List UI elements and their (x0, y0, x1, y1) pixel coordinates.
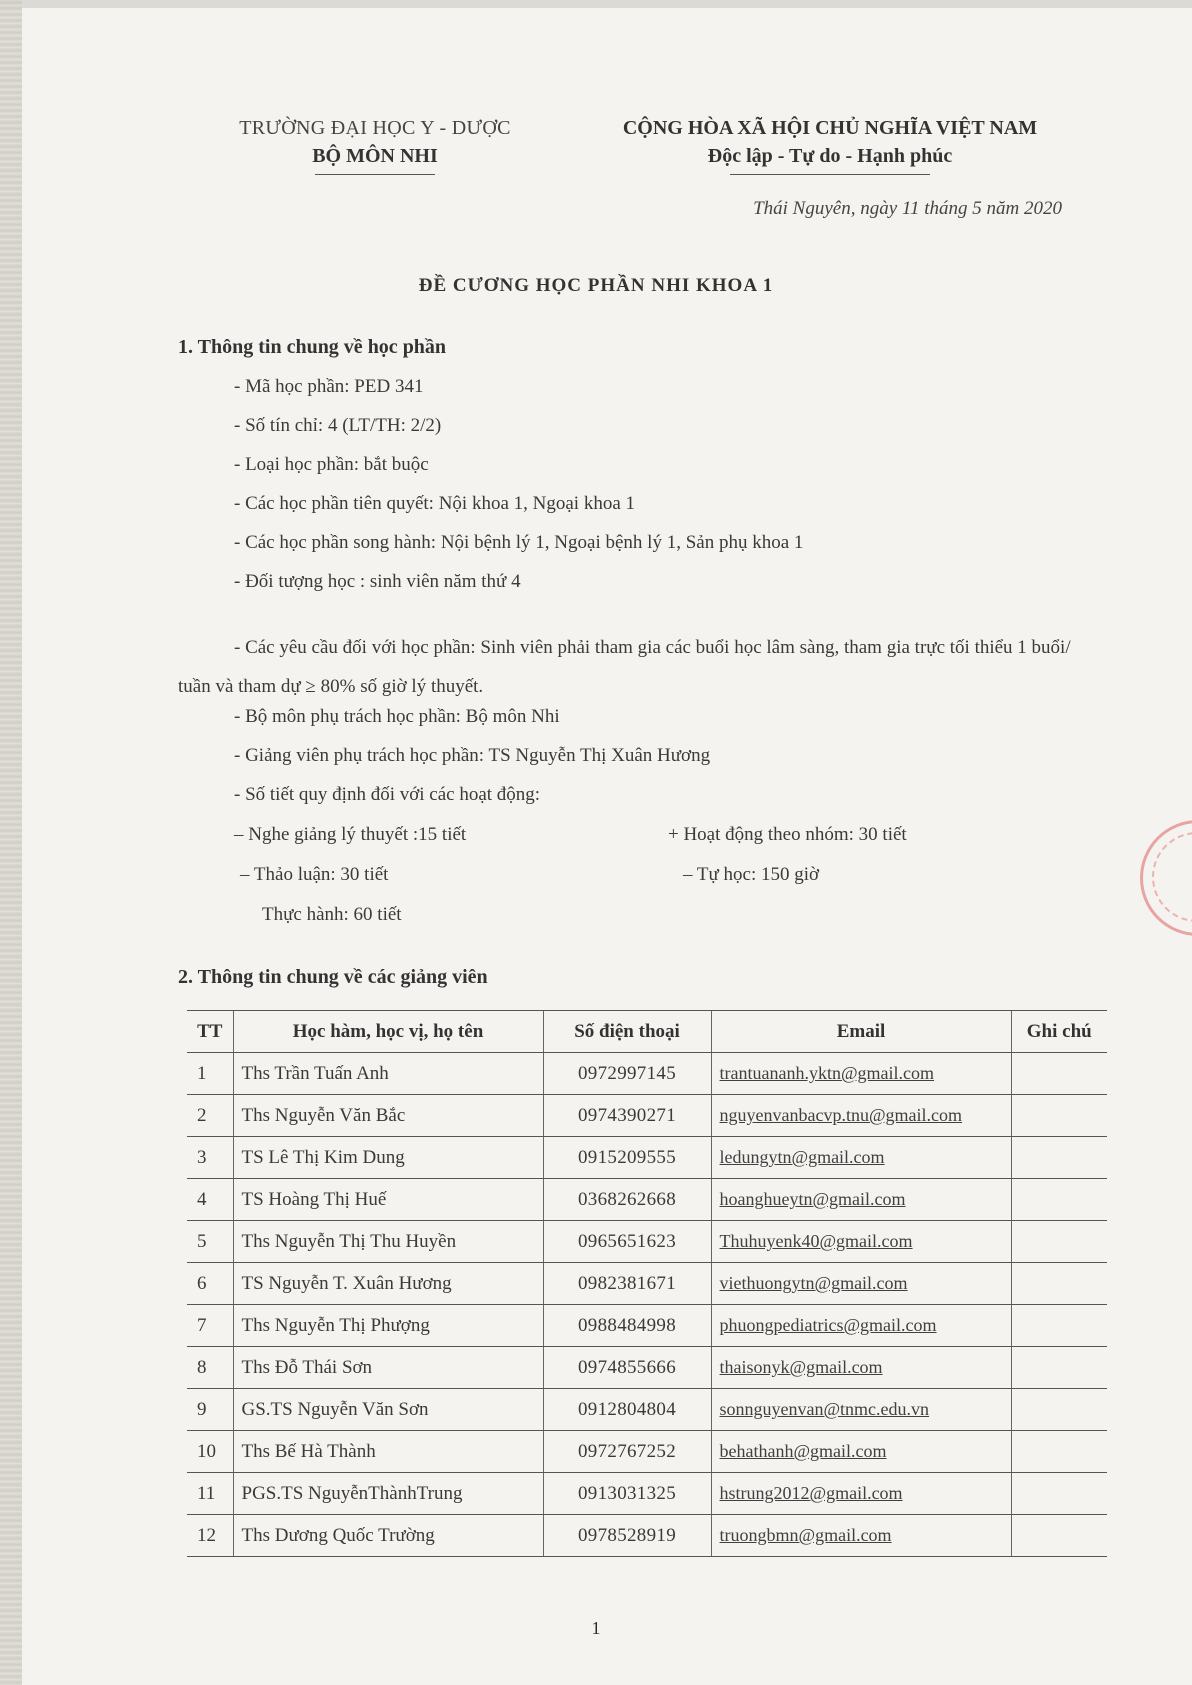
cell-name: Ths Bế Hà Thành (233, 1431, 543, 1473)
table-row (187, 1347, 1107, 1389)
document-date: Thái Nguyên, ngày 11 tháng 5 năm 2020 (753, 198, 1062, 219)
cell-note (1011, 1053, 1107, 1095)
cell-tt: 5 (187, 1221, 233, 1263)
department-name: BỘ MÔN NHI (312, 145, 438, 167)
corequisites: - Các học phần song hành: Nội bệnh lý 1, Ngoại bệnh lý 1, Sản phụ khoa 1 (234, 532, 804, 553)
col-header-tt: TT (187, 1011, 233, 1053)
responsible-department: - Bộ môn phụ trách học phần: Bộ môn Nhi (234, 706, 560, 727)
document-title: ĐỀ CƯƠNG HỌC PHẦN NHI KHOA 1 (418, 275, 774, 296)
cell-note (1011, 1221, 1107, 1263)
table-row (187, 1137, 1107, 1179)
cell-phone: 0974390271 (543, 1095, 711, 1137)
table-row (187, 1095, 1107, 1137)
activity-self-study: – Tự học: 150 giờ (683, 864, 820, 885)
cell-email[interactable]: phuongpediatrics@gmail.com (711, 1305, 1011, 1347)
cell-tt: 7 (187, 1305, 233, 1347)
activity-practice: Thực hành: 60 tiết (262, 904, 402, 925)
course-code: - Mã học phần: PED 341 (234, 376, 424, 397)
cell-name: GS.TS Nguyễn Văn Sơn (233, 1389, 543, 1431)
table-row (187, 1221, 1107, 1263)
cell-note (1011, 1473, 1107, 1515)
table-row (187, 1053, 1107, 1095)
cell-note (1011, 1305, 1107, 1347)
cell-note (1011, 1347, 1107, 1389)
table-row (187, 1473, 1107, 1515)
cell-email[interactable]: truongbmn@gmail.com (711, 1515, 1011, 1557)
section-1-heading: 1. Thông tin chung về học phần (178, 336, 447, 358)
cell-phone: 0978528919 (543, 1515, 711, 1557)
cell-name: Ths Nguyễn Thị Thu Huyền (233, 1221, 543, 1263)
cell-tt: 3 (187, 1137, 233, 1179)
cell-name: Ths Đỗ Thái Sơn (233, 1347, 543, 1389)
cell-tt: 10 (187, 1431, 233, 1473)
cell-tt: 8 (187, 1347, 233, 1389)
cell-email[interactable]: nguyenvanbacvp.tnu@gmail.com (711, 1095, 1011, 1137)
activity-discussion: – Thảo luận: 30 tiết (240, 864, 389, 885)
cell-name: Ths Trần Tuấn Anh (233, 1053, 543, 1095)
cell-email[interactable]: thaisonyk@gmail.com (711, 1347, 1011, 1389)
table-row (187, 1305, 1107, 1347)
cell-name: Ths Nguyễn Văn Bắc (233, 1095, 543, 1137)
activity-hours-label: - Số tiết quy định đối với các hoạt động: (234, 784, 541, 805)
page-number: 1 (591, 1618, 601, 1638)
lecturers-table (187, 1010, 1107, 1557)
cell-note (1011, 1137, 1107, 1179)
cell-name: Ths Nguyễn Thị Phượng (233, 1305, 543, 1347)
prerequisites: - Các học phần tiên quyết: Nội khoa 1, Ngoại khoa 1 (234, 493, 636, 514)
cell-phone: 0988484998 (543, 1305, 711, 1347)
cell-email[interactable]: hoanghueytn@gmail.com (711, 1179, 1011, 1221)
cell-note (1011, 1515, 1107, 1557)
cell-phone: 0974855666 (543, 1347, 711, 1389)
cell-tt: 11 (187, 1473, 233, 1515)
cell-phone: 0368262668 (543, 1179, 711, 1221)
scan-edge-top (0, 0, 1192, 8)
header-left (200, 114, 550, 175)
cell-tt: 1 (187, 1053, 233, 1095)
cell-phone: 0982381671 (543, 1263, 711, 1305)
col-header-name: Học hàm, học vị, họ tên (233, 1011, 543, 1053)
cell-note (1011, 1431, 1107, 1473)
motto: Độc lập - Tự do - Hạnh phúc (707, 145, 953, 167)
target-students: - Đối tượng học : sinh viên năm thứ 4 (234, 571, 521, 592)
table-header-row (187, 1011, 1107, 1053)
table-row (187, 1431, 1107, 1473)
activity-lecture: – Nghe giảng lý thuyết :15 tiết (234, 824, 467, 845)
cell-note (1011, 1389, 1107, 1431)
cell-phone: 0912804804 (543, 1389, 711, 1431)
cell-email[interactable]: viethuongytn@gmail.com (711, 1263, 1011, 1305)
cell-email[interactable]: Thuhuyenk40@gmail.com (711, 1221, 1011, 1263)
cell-name: PGS.TS NguyễnThànhTrung (233, 1473, 543, 1515)
col-header-email: Email (711, 1011, 1011, 1053)
cell-tt: 12 (187, 1515, 233, 1557)
cell-tt: 6 (187, 1263, 233, 1305)
cell-email[interactable]: sonnguyenvan@tnmc.edu.vn (711, 1389, 1011, 1431)
course-type: - Loại học phần: bắt buộc (234, 454, 429, 475)
cell-note (1011, 1263, 1107, 1305)
cell-email[interactable]: hstrung2012@gmail.com (711, 1473, 1011, 1515)
credits: - Số tín chỉ: 4 (LT/TH: 2/2) (234, 415, 442, 436)
cell-email[interactable]: behathanh@gmail.com (711, 1431, 1011, 1473)
cell-note (1011, 1095, 1107, 1137)
cell-phone: 0915209555 (543, 1137, 711, 1179)
section-2-heading: 2. Thông tin chung về các giảng viên (178, 966, 488, 988)
table-row (187, 1263, 1107, 1305)
cell-tt: 2 (187, 1095, 233, 1137)
course-requirements: - Các yêu cầu đối với học phần: Sinh viên phải tham gia các buổi học lâm sàng, tham gia trực tối thiểu 1 buổi/ tuần và tham dự ≥ 80% số giờ lý thuyết. (178, 637, 1071, 697)
header-right-rule (730, 174, 930, 175)
cell-tt: 9 (187, 1389, 233, 1431)
cell-name: TS Lê Thị Kim Dung (233, 1137, 543, 1179)
cell-name: TS Hoàng Thị Huế (233, 1179, 543, 1221)
cell-phone: 0972767252 (543, 1431, 711, 1473)
header-right (560, 114, 1100, 175)
activity-group: + Hoạt động theo nhóm: 30 tiết (668, 824, 907, 845)
table-row (187, 1515, 1107, 1557)
cell-phone: 0913031325 (543, 1473, 711, 1515)
republic-name: CỘNG HÒA XÃ HỘI CHỦ NGHĨA VIỆT NAM (622, 117, 1038, 139)
cell-tt: 4 (187, 1179, 233, 1221)
cell-name: TS Nguyễn T. Xuân Hương (233, 1263, 543, 1305)
col-header-phone: Số điện thoại (543, 1011, 711, 1053)
cell-email[interactable]: trantuananh.yktn@gmail.com (711, 1053, 1011, 1095)
table-row (187, 1389, 1107, 1431)
cell-phone: 0965651623 (543, 1221, 711, 1263)
cell-email[interactable]: ledungytn@gmail.com (711, 1137, 1011, 1179)
table-row (187, 1179, 1107, 1221)
cell-name: Ths Dương Quốc Trường (233, 1515, 543, 1557)
col-header-note: Ghi chú (1011, 1011, 1107, 1053)
responsible-lecturer: - Giảng viên phụ trách học phần: TS Nguyễn Thị Xuân Hương (234, 745, 711, 766)
cell-note (1011, 1179, 1107, 1221)
header-left-rule (315, 174, 435, 175)
cell-phone: 0972997145 (543, 1053, 711, 1095)
university-name: TRƯỜNG ĐẠI HỌC Y - DƯỢC (239, 117, 511, 139)
scan-edge-left (0, 0, 22, 1685)
